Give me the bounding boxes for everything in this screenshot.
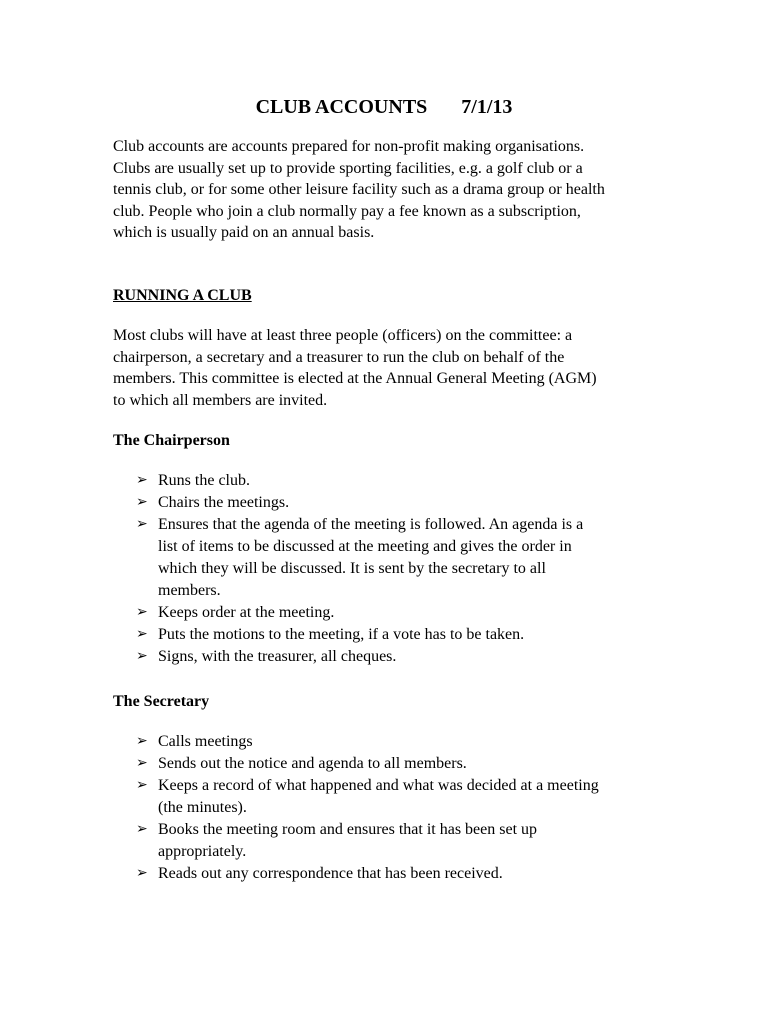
page-title [0, 94, 768, 120]
chairperson-duty-item-text: Ensures that the agenda of the meeting is followed. An agenda is a [158, 516, 584, 533]
arrow-bullet-icon: ➢ [136, 778, 148, 793]
chairperson-duty-item [113, 624, 583, 646]
secretary-duty-item-text: appropriately. [158, 843, 247, 860]
arrow-bullet-icon: ➢ [136, 756, 148, 771]
secretary-duty-item [113, 775, 599, 819]
chairperson-duty-item-text: Puts the motions to the meeting, if a vote has to be taken. [158, 626, 525, 643]
chairperson-duty-item-text: members. [158, 582, 221, 599]
arrow-bullet-icon: ➢ [136, 605, 148, 620]
intro-line: Club accounts are accounts prepared for non-profit making organisations. [113, 138, 585, 155]
chairperson-duty-item [113, 470, 583, 492]
intro-line: tennis club, or for some other leisure facility such as a drama group or health [113, 181, 605, 198]
running-line: members. This committee is elected at the Annual General Meeting (AGM) [113, 370, 597, 387]
intro-line: which is usually paid on an annual basis. [113, 224, 375, 241]
chairperson-duty-item-text: which they will be discussed. It is sent by the secretary to all [158, 560, 546, 577]
chairperson-duty-item [113, 602, 583, 624]
chairperson-duty-item-text: Keeps order at the meeting. [158, 604, 335, 621]
arrow-bullet-icon: ➢ [136, 822, 148, 837]
chairperson-duty-item-text: list of items to be discussed at the meeting and gives the order in [158, 538, 572, 555]
secretary-heading: The Secretary [113, 693, 210, 710]
arrow-bullet-icon: ➢ [136, 473, 148, 488]
arrow-bullet-icon: ➢ [136, 866, 148, 881]
arrow-bullet-icon: ➢ [136, 495, 148, 510]
arrow-bullet-icon: ➢ [136, 649, 148, 664]
intro-line: club. People who join a club normally pay a fee known as a subscription, [113, 202, 581, 220]
chairperson-duty-item-text: Runs the club. [158, 472, 250, 489]
intro-line: Clubs are usually set up to provide sporting facilities, e.g. a golf club or a [113, 159, 583, 177]
secretary-duty-item-text: (the minutes). [158, 799, 247, 816]
chairperson-duties-list [113, 470, 583, 668]
title-main: CLUB ACCOUNTS [255, 96, 428, 118]
secretary-duty-item [113, 819, 599, 863]
arrow-bullet-icon: ➢ [136, 734, 148, 749]
intro-paragraph [113, 136, 673, 244]
secretary-duty-item-text: Books the meeting room and ensures that it has been set up [158, 821, 538, 838]
chairperson-heading: The Chairperson [113, 432, 230, 449]
running-line: chairperson, a secretary and a treasurer to run the club on behalf of the [113, 348, 565, 366]
chairperson-duty-item [113, 646, 583, 668]
chairperson-duty-item-text: Signs, with the treasurer, all cheques. [158, 648, 397, 665]
secretary-duties-list [113, 731, 599, 885]
running-line: Most clubs will have at least three people (officers) on the committee: a [113, 327, 573, 344]
secretary-duty-item-text: Keeps a record of what happened and what was decided at a meeting [158, 777, 599, 794]
secretary-duty-item-text: Reads out any correspondence that has been received. [158, 865, 503, 882]
secretary-duty-item-text: Sends out the notice and agenda to all members. [158, 755, 467, 772]
secretary-duty-item-text: Calls meetings [158, 733, 253, 750]
secretary-duty-item [113, 863, 599, 885]
chairperson-duty-item [113, 514, 583, 602]
arrow-bullet-icon: ➢ [136, 517, 148, 532]
running-a-club-heading: RUNNING A CLUB [113, 287, 252, 304]
running-line: to which all members are invited. [113, 391, 328, 409]
secretary-duty-item [113, 753, 599, 775]
chairperson-duty-item [113, 492, 583, 514]
arrow-bullet-icon: ➢ [136, 627, 148, 642]
secretary-duty-item [113, 731, 599, 753]
running-paragraph [113, 325, 673, 411]
chairperson-duty-item-text: Chairs the meetings. [158, 494, 290, 511]
title-date: 7/1/13 [461, 96, 513, 118]
